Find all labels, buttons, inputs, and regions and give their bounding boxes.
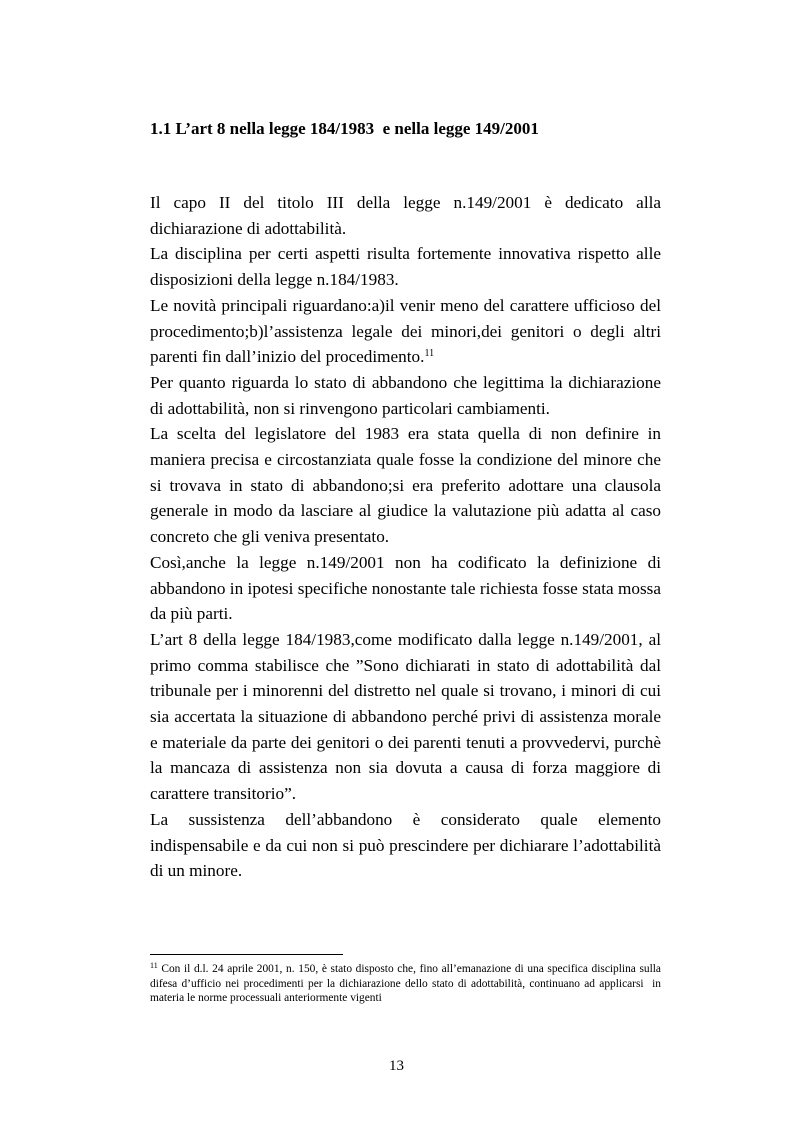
paragraph-text: Così,anche la legge n.149/2001 non ha codificato la definizione di abbandono in ipotesi specifiche nonostante tale richiesta fosse stata mossa da più parti.: [150, 552, 661, 624]
page-number: 13: [389, 1058, 404, 1074]
paragraph: [150, 241, 661, 292]
paragraph: [150, 550, 661, 627]
footnote-text: Con il d.l. 24 aprile 2001, n. 150, è stato disposto che, fino all’emanazione di una specifica disciplina sulla difesa d’ufficio nei procedimenti per la dichiarazione dello stato di adottabilità, continuano ad applicarsi in materia le norme processuali anteriormente vigenti: [150, 963, 664, 1004]
paragraph: [150, 627, 661, 807]
footnote-divider: [150, 954, 343, 955]
paragraph-text: Per quanto riguarda lo stato di abbandono che legittima la dichiarazione di adottabilità, non si rinvengono particolari cambiamenti.: [150, 372, 661, 418]
paragraph-text: Il capo II del titolo III della legge n.149/2001 è dedicato alla dichiarazione di adottabilità.: [150, 193, 661, 238]
paragraph-text: La disciplina per certi aspetti risulta fortemente innovativa rispetto alle disposizioni della legge n.184/1983.: [150, 244, 661, 290]
paragraph: [150, 190, 661, 241]
footnote: [150, 961, 664, 1006]
paragraph-text: Le novità principali riguardano:a)il venir meno del carattere ufficioso del procedimento;b)l’assistenza legale dei minori,dei genitori o degli altri parenti fin dall’inizio del procedimento.: [150, 295, 661, 367]
footnote-reference[interactable]: 11: [424, 348, 435, 360]
paragraph: [150, 370, 661, 421]
paragraph-text: La scelta del legislatore del 1983 era stata quella di non definire in maniera precisa e circostanziata quale fosse la condizione del minore che si trovava in stato di abbandono;si era preferito adottare una clausola generale in modo da lasciare al giudice la valutazione più adatta al caso concreto che gli veniva presentato.: [150, 424, 661, 547]
paragraph: [150, 807, 661, 884]
paragraph-text: La sussistenza dell’abbandono è considerato quale elemento indispensabile e da cui non si può prescindere per dichiarare l’adottabilità di un minore.: [150, 809, 661, 881]
body-text: [150, 190, 661, 884]
footnote-number: 11: [150, 961, 158, 970]
paragraph-text: L’art 8 della legge 184/1983,come modificato dalla legge n.149/2001, al primo comma stabilisce che ”Sono dichiarati in stato di adottabilità dal tribunale per i minorenni del distretto nel quale si trovano, i minori di cui sia accertata la situazione di abbandono perché privi di assistenza morale e materiale da parte dei genitori o dei parenti tenuti a provvedervi, purchè la mancaza di assistenza non sia dovuta a causa di forza maggiore di carattere transitorio”.: [150, 629, 661, 804]
paragraph: [150, 293, 661, 370]
section-heading: 1.1 L’art 8 nella legge 184/1983 e nella legge 149/2001: [150, 119, 539, 138]
paragraph: [150, 421, 661, 550]
